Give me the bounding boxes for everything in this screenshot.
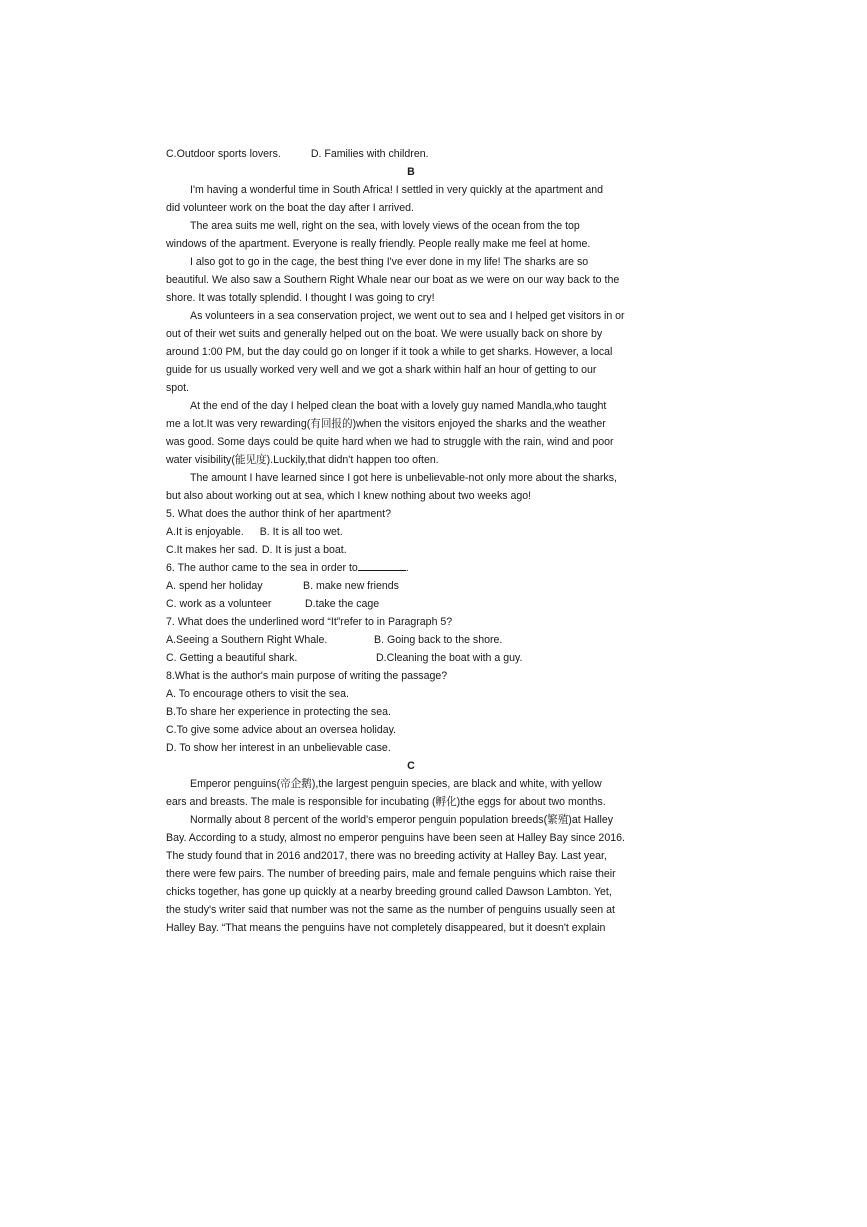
option-c: C.It makes her sad. — [166, 544, 258, 556]
question-8-stem: 8.What is the author's main purpose of writing the passage? — [166, 670, 448, 682]
text-line: At the end of the day I helped clean the boat with a lovely guy named Mandla,who taught — [190, 400, 607, 412]
text-line: I'm having a wonderful time in South Africa! I settled in very quickly at the apartment and — [190, 184, 604, 196]
option-d: D.take the cage — [305, 598, 380, 610]
section-b-paragraph-3 — [166, 253, 656, 307]
option-c: C. Getting a beautiful shark. — [166, 652, 298, 664]
text-line: As volunteers in a sea conservation project, we went out to sea and I helped get visitors in or — [190, 310, 625, 322]
text-line: windows of the apartment. Everyone is really friendly. People really make me feel at home. — [166, 238, 591, 250]
text-line: out of their wet suits and generally helped out on the boat. We were usually back on shore by — [166, 328, 603, 340]
text-line: water visibility(能见度).Luckily,that didn't happen too often. — [166, 454, 439, 466]
option-b: B. Going back to the shore. — [374, 634, 503, 646]
question-7-stem: 7. What does the underlined word “It”refer to in Paragraph 5? — [166, 616, 453, 628]
section-c-heading: C — [407, 760, 415, 772]
text-line: around 1:00 PM, but the day could go on longer if it took a while to get sharks. However, a local — [166, 346, 613, 358]
question-7-options-ab — [166, 631, 656, 649]
text-line: The amount I have learned since I got here is unbelievable-not only more about the sharks, — [190, 472, 617, 484]
text-line: there were few pairs. The number of breeding pairs, male and female penguins which raise their — [166, 868, 616, 880]
text-line: Emperor penguins(帝企鹅),the largest penguin species, are black and white, with yellow — [190, 778, 602, 790]
text-line: Normally about 8 percent of the world's emperor penguin population breeds(繁殖)at Halley — [190, 814, 614, 826]
option-a: A. To encourage others to visit the sea. — [166, 688, 349, 700]
document-page — [166, 145, 656, 937]
question-5-options-ab — [166, 523, 656, 541]
option-b: B. make new friends — [303, 580, 399, 592]
option-b: B.To share her experience in protecting the sea. — [166, 706, 391, 718]
section-b-paragraph-6 — [166, 469, 656, 505]
option-d: D. To show her interest in an unbelievable case. — [166, 742, 391, 754]
question-6-options-ab — [166, 577, 656, 595]
option-d: D. It is just a boat. — [261, 544, 347, 556]
option-b: B. It is all too wet. — [259, 526, 343, 538]
text-line: spot. — [166, 382, 189, 394]
question-4-options-cd — [166, 145, 656, 163]
text-line: did volunteer work on the boat the day after I arrived. — [166, 202, 414, 214]
text-line: me a lot.It was very rewarding(有回报的)when the visitors enjoyed the sharks and the weather — [166, 418, 606, 430]
option-d: D.Cleaning the boat with a guy. — [376, 652, 523, 664]
question-6-stem-text: 6. The author came to the sea in order to — [166, 562, 358, 574]
text-line: guide for us usually worked very well and we got a shark within half an hour of getting to our — [166, 364, 597, 376]
answer-blank — [358, 559, 406, 571]
text-line: The study found that in 2016 and2017, there was no breeding activity at Halley Bay. Last year, — [166, 850, 607, 862]
option-a: A.Seeing a Southern Right Whale. — [166, 634, 328, 646]
option-d: D. Families with children. — [310, 148, 429, 160]
section-c-paragraph-1 — [166, 775, 656, 811]
option-c: C. work as a volunteer — [166, 598, 272, 610]
text-line: Bay. According to a study, almost no emperor penguins have been seen at Halley Bay since 2016. — [166, 832, 625, 844]
section-c-paragraph-2 — [166, 811, 656, 937]
section-b-paragraph-5 — [166, 397, 656, 469]
option-a: A. spend her holiday — [166, 580, 263, 592]
question-5-stem: 5. What does the author think of her apartment? — [166, 508, 391, 520]
section-b-paragraph-1 — [166, 181, 656, 217]
text-line: shore. It was totally splendid. I thought I was going to cry! — [166, 292, 435, 304]
question-6-stem — [166, 559, 656, 577]
text-line: the study's writer said that number was not the same as the number of penguins usually seen at — [166, 904, 615, 916]
text-line: beautiful. We also saw a Southern Right Whale near our boat as we were on our way back to the — [166, 274, 620, 286]
option-c: C.Outdoor sports lovers. — [166, 148, 281, 160]
section-b-paragraph-4 — [166, 307, 656, 397]
option-c: C.To give some advice about an oversea holiday. — [166, 724, 397, 736]
text-line: was good. Some days could be quite hard when we had to struggle with the rain, wind and poor — [166, 436, 614, 448]
question-7-options-cd — [166, 649, 656, 667]
section-b-heading: B — [407, 166, 415, 178]
question-6-options-cd — [166, 595, 656, 613]
text-line: chicks together, has gone up quickly at a nearby breeding ground called Dawson Lambton. Yet, — [166, 886, 612, 898]
text-line: ears and breasts. The male is responsible for incubating (孵化)the eggs for about two months. — [166, 796, 606, 808]
text-line: I also got to go in the cage, the best thing I've ever done in my life! The sharks are so — [190, 256, 589, 268]
text-line: but also about working out at sea, which I knew nothing about two weeks ago! — [166, 490, 532, 502]
question-5-options-cd — [166, 541, 656, 559]
question-6-stem-end: . — [405, 562, 409, 574]
text-line: The area suits me well, right on the sea, with lovely views of the ocean from the top — [190, 220, 580, 232]
text-line: Halley Bay. “That means the penguins have not completely disappeared, but it doesn't explain — [166, 922, 606, 934]
section-b-paragraph-2 — [166, 217, 656, 253]
option-a: A.It is enjoyable. — [166, 526, 244, 538]
